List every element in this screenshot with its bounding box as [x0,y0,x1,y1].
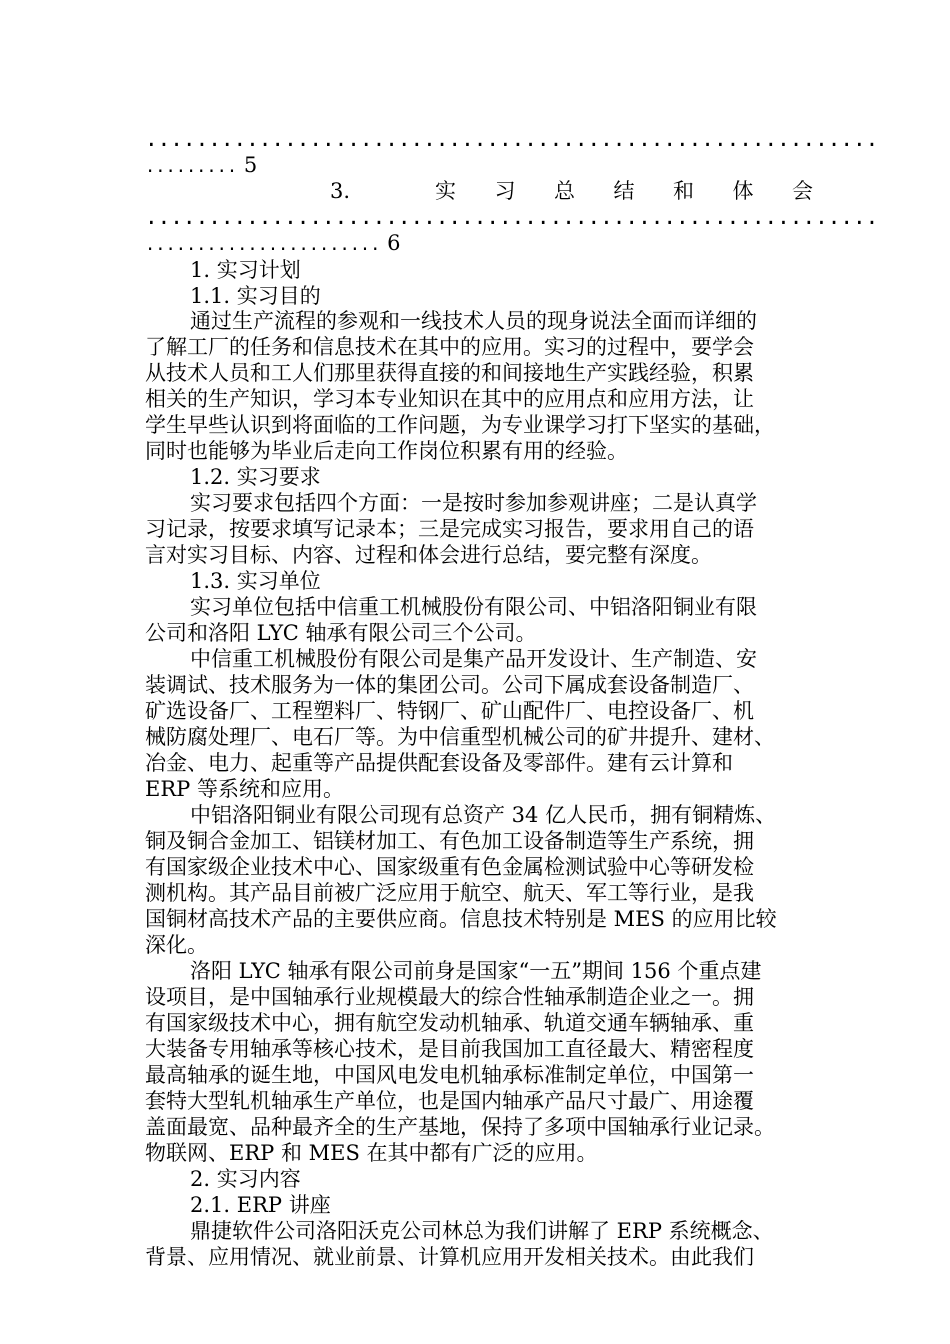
paragraph-line: 深化。 [145,933,208,957]
toc-entry-3 [145,178,817,204]
toc-title-char: 和 [673,179,694,203]
paragraph-line: 物联网、ERP 和 MES 在其中都有广泛的应用。 [145,1141,598,1165]
toc-leader-dots: .......................................................... [145,127,879,151]
toc-leader-dots: ......... [145,157,238,177]
paragraph-line: 背景、应用情况、就业前景、计算机应用开发相关技术。由此我们 [145,1245,754,1269]
paragraph-line: 矿选设备厂、工程塑料厂、特钢厂、矿山配件厂、电控设备厂、机 [145,699,754,723]
toc-item-number: 3. [330,179,351,203]
paragraph-line: 设项目，是中国轴承行业规模最大的综合性轴承制造企业之一。拥 [145,985,754,1009]
heading-1-2-requirements: 1.2. 实习要求 [190,465,321,489]
toc-page-number: 5 [243,153,258,177]
paragraph-line: 习记录，按要求填写记录本；三是完成实习报告，要求用自己的语 [145,517,754,541]
paragraph-line: 套特大型轧机轴承生产单位，也是国内轴承产品尺寸最广、用途覆 [145,1089,754,1113]
toc-title-char: 结 [613,179,635,203]
paragraph-line: 装调试、技术服务为一体的集团公司。公司下属成套设备制造厂、 [145,673,754,697]
toc-item-title [435,178,813,204]
paragraph-line: 洛阳 LYC 轴承有限公司前身是国家“一五”期间 156 个重点建 [190,959,762,983]
paragraph-line: 同时也能够为毕业后走向工作岗位积累有用的经验。 [145,439,628,463]
toc-page-number: 6 [387,231,401,255]
paragraph-line: 大装备专用轴承等核心技术，是目前我国加工直径最大、精密程度 [145,1037,754,1061]
paragraph-line: 有国家级企业技术中心、国家级重有色金属检测试验中心等研发检 [145,855,754,879]
paragraph-line: 有国家级技术中心，拥有航空发动机轴承、轨道交通车辆轴承、重 [145,1011,754,1035]
paragraph-line: 测机构。其产品目前被广泛应用于航空、航天、军工等行业，是我 [145,881,754,905]
paragraph-line: 通过生产流程的参观和一线技术人员的现身说法全面而详细的 [190,309,757,333]
paragraph-line: 鼎捷软件公司洛阳沃克公司林总为我们讲解了 ERP 系统概念、 [190,1219,774,1243]
heading-1-3-units: 1.3. 实习单位 [190,569,321,593]
paragraph-line: 冶金、电力、起重等产品提供配套设备及零部件。建有云计算和 [145,751,733,775]
paragraph-line: 实习单位包括中信重工机械股份有限公司、中铝洛阳铜业有限 [190,595,757,619]
heading-2-content: 2. 实习内容 [190,1167,301,1191]
paragraph-line: 盖面最宽、品种最齐全的生产基地，保持了多项中国轴承行业记录。 [145,1115,775,1139]
toc-title-char: 体 [732,179,754,203]
paragraph-line: 最高轴承的诞生地，中国风电发电机轴承标准制定单位，中国第一 [145,1063,754,1087]
paragraph-line: 中信重工机械股份有限公司是集产品开发设计、生产制造、安 [190,647,757,671]
toc-leader-dots: ....................... [145,235,381,255]
toc-entry-page-5 [145,152,817,178]
paragraph-line: 从技术人员和工人们那里获得直接的和间接地生产实践经验，积累 [145,361,754,385]
toc-leader-dots: .......................................................... [145,205,879,229]
paragraph-line: 械防腐处理厂、电石厂等。为中信重型机械公司的矿井提升、建材、 [145,725,775,749]
paragraph-line: ERP 等系统和应用。 [145,777,344,801]
heading-1-1-purpose: 1.1. 实习目的 [190,284,321,308]
paragraph-line: 言对实习目标、内容、过程和体会进行总结，要完整有深度。 [145,543,712,567]
toc-title-char: 会 [792,179,813,203]
paragraph-line: 了解工厂的任务和信息技术在其中的应用。实习的过程中，要学会 [145,335,754,359]
paragraph-line: 铜及铜合金加工、铝镁材加工、有色加工设备制造等生产系统，拥 [145,829,754,853]
toc-title-char: 实 [435,179,456,203]
paragraph-line: 公司和洛阳 LYC 轴承有限公司三个公司。 [145,621,537,645]
toc-title-char: 总 [554,179,575,203]
paragraph-line: 实习要求包括四个方面：一是按时参加参观讲座；二是认真学 [190,491,757,515]
toc-title-char: 习 [494,179,516,203]
paragraph-line: 中铝洛阳铜业有限公司现有总资产 34 亿人民币，拥有铜精炼、 [190,803,777,827]
paragraph-line: 相关的生产知识，学习本专业知识在其中的应用点和应用方法，让 [145,387,754,411]
paragraph-line: 国铜材高技术产品的主要供应商。信息技术特别是 MES 的应用比较 [145,907,777,931]
heading-2-1-erp-lecture: 2.1. ERP 讲座 [190,1193,331,1217]
heading-1-plan: 1. 实习计划 [190,258,301,282]
toc-entry-page-6 [145,230,817,256]
paragraph-line: 学生早些认识到将面临的工作问题，为专业课学习打下坚实的基础， [145,413,775,437]
